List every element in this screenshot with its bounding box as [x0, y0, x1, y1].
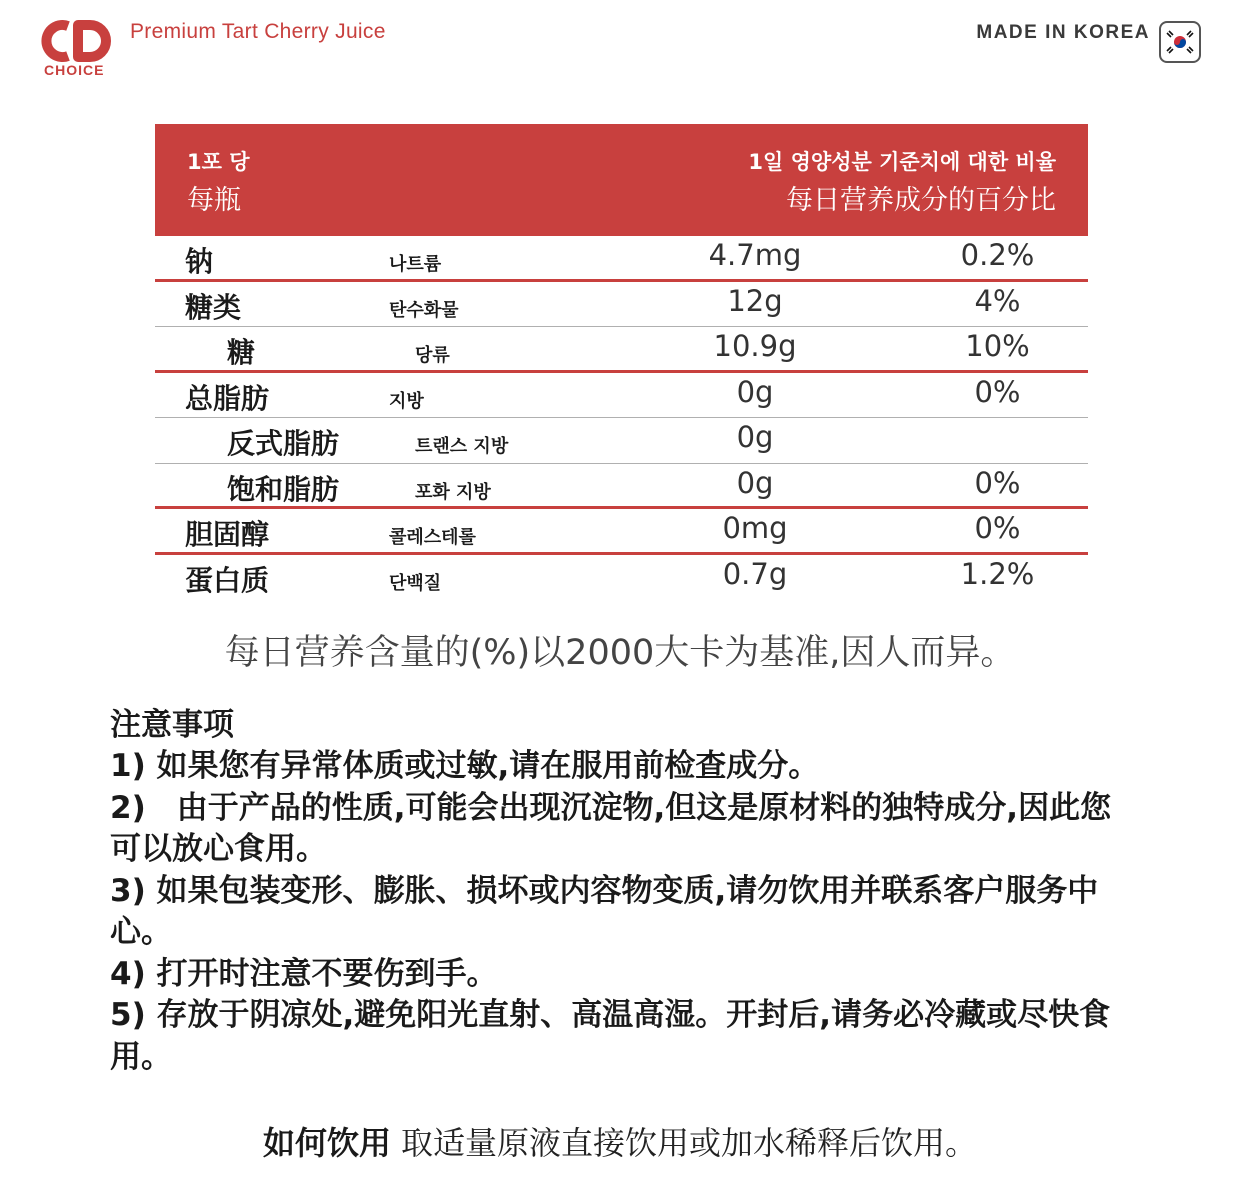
nutrient-percent: 0%: [974, 374, 1021, 409]
nutrient-cn: 反式脂肪: [227, 427, 340, 460]
nutrient-ko: 트랜스 지방: [415, 436, 509, 457]
nutrient-percent: 0%: [974, 465, 1021, 500]
nutrient-amount: 0g: [736, 420, 774, 454]
product-tagline: Premium Tart Cherry Juice: [130, 20, 386, 43]
how-to-text: 取适量原液直接饮用或加水稀释后饮用。: [401, 1124, 978, 1162]
nutrient-percent: 0.2%: [960, 238, 1035, 272]
nutrient-ko: 콜레스테롤: [389, 527, 476, 548]
nutrient-ko: 지방: [389, 390, 424, 412]
nutrient-ko: 단백질: [389, 572, 442, 594]
per-serving-cn: 每瓶: [187, 185, 241, 216]
table-row: [155, 418, 1088, 464]
nutrient-amount: 0g: [736, 465, 774, 500]
nutrient-cn: 总脂肪: [185, 381, 270, 415]
cd-logo-mark: [38, 20, 114, 62]
nutrient-amount: 4.7mg: [708, 238, 802, 272]
nutrient-amount: 0g: [736, 374, 774, 409]
table-row: [155, 373, 1088, 419]
nutrient-amount: 12g: [727, 283, 783, 318]
nutrient-cn: 蛋白质: [185, 563, 270, 597]
daily-value-ko: 1일 영양성분 기준치에 대한 비율: [748, 150, 1056, 174]
nutrient-cn: 糖类: [185, 290, 242, 324]
brand-logo: [38, 20, 118, 80]
precautions-section: [110, 704, 1140, 1078]
nutrition-table: [155, 124, 1088, 600]
how-to-label: 如何饮用: [262, 1124, 391, 1162]
precaution-item: 3) 如果包装变形、膨胀、损坏或内容物变质,请勿饮用并联系客户服务中心。: [110, 872, 1099, 950]
table-row: [155, 509, 1088, 555]
nutrient-percent: 4%: [974, 283, 1021, 318]
precautions-title: 注意事项: [110, 707, 234, 743]
precaution-item: 4) 打开时注意不要伤到手。: [110, 955, 498, 992]
korea-flag-icon: [1159, 21, 1201, 63]
precaution-item: 5) 存放于阴凉处,避免阳光直射、高温高湿。开封后,请务必冷藏或尽快食用。: [110, 997, 1111, 1075]
nutrient-ko: 포화 지방: [415, 481, 491, 503]
nutrient-ko: 당류: [415, 345, 450, 366]
nutrient-ko: 나트륨: [389, 254, 442, 275]
nutrient-percent: 1.2%: [960, 556, 1035, 591]
made-in-label: MADE IN KOREA: [976, 22, 1150, 43]
table-row: [155, 464, 1088, 510]
nutrient-amount: 10.9g: [713, 329, 797, 363]
nutrient-amount: 0mg: [722, 511, 788, 545]
nutrient-cn: 糖: [227, 336, 256, 369]
table-row: [155, 236, 1088, 282]
table-row: [155, 327, 1088, 373]
nutrient-percent: 0%: [974, 511, 1021, 545]
nutrient-cn: 胆固醇: [185, 518, 270, 551]
logo-subtext: CHOICE: [44, 62, 105, 78]
table-row: [155, 555, 1088, 601]
table-row: [155, 282, 1088, 328]
precaution-item: 1) 如果您有异常体质或过敏,请在服用前检查成分。: [110, 748, 820, 784]
daily-value-footnote: 每日营养含量的(%)以2000大卡为基准,因人而异。: [224, 633, 1016, 673]
precaution-item: 2) 由于产品的性质,可能会出现沉淀物,但这是原材料的独特成分,因此您可以放心食用。: [110, 789, 1112, 867]
table-header: [155, 124, 1088, 236]
nutrient-amount: 0.7g: [722, 556, 788, 591]
nutrient-ko: 탄수화물: [389, 299, 459, 321]
nutrient-cn: 饱和脂肪: [227, 472, 340, 506]
how-to-drink: [0, 1118, 1240, 1164]
nutrient-cn: 钠: [185, 245, 214, 278]
per-serving-ko: 1포 당: [187, 150, 250, 174]
daily-value-cn: 每日营养成分的百分比: [786, 185, 1056, 216]
nutrient-percent: 10%: [965, 329, 1030, 363]
